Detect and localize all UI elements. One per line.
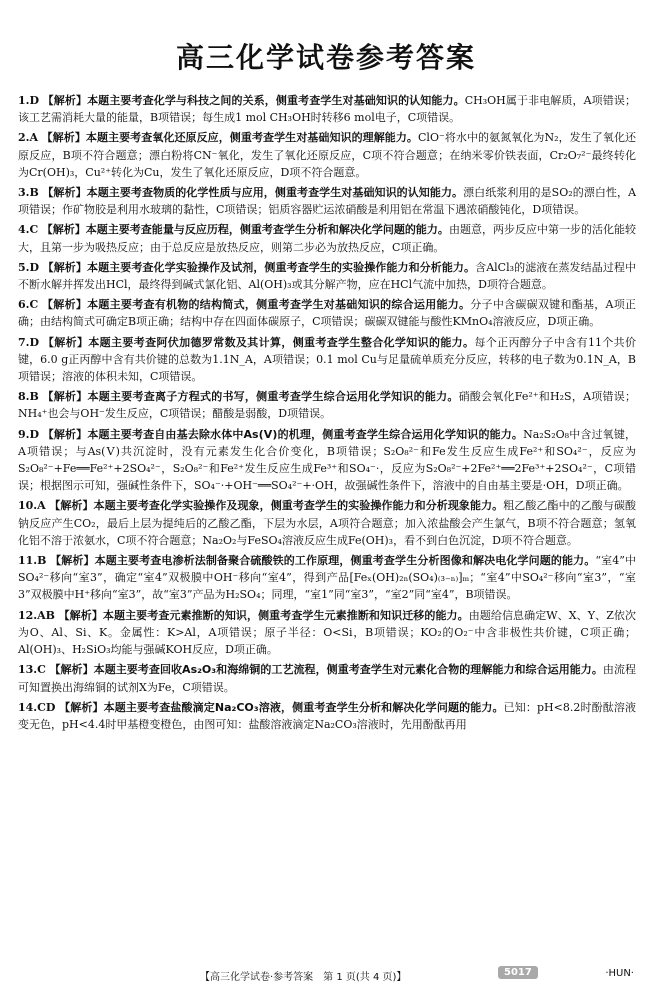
analysis-text: 硝酸会氧化Fe²⁺和H₂S，A项错误；NH₄⁺也会与OH⁻发生反应，C项错误；醋酸是弱酸，D项错误。 [18, 390, 636, 421]
answer-number: 2.A [18, 131, 39, 145]
answer-item [18, 388, 636, 422]
analysis-text: 含AlCl₃的滤液在蒸发结晶过程中不断水解并挥发出HCl，最终得到碱式氯化铝、Al(OH)₃或其分解产物，应在HCl气流中加热，D项符合题意。 [18, 260, 637, 292]
analysis-lead: 【解析】本题主要考查电渗析法制备聚合硫酸铁的工作原理，侧重考查学生分析图像和解决电化学问题的能力。 [50, 554, 596, 568]
analysis-lead: 【解析】本题主要考查离子方程式的书写，侧重考查学生综合运用化学知识的能力。 [42, 390, 459, 404]
answer-number: 11.B [18, 554, 47, 568]
answer-item [18, 221, 636, 255]
paper-code-badge: 5017 [498, 966, 538, 979]
analysis-text: CH₃OH属于非电解质，A项错误；该工艺需消耗大量的能量，B项错误；每生成1 mol CH₃OH时转移6 mol电子，C项错误。 [18, 94, 636, 125]
answer-number: 12.AB [18, 608, 55, 622]
analysis-text: ClO⁻将水中的氨氮氧化为N₂，发生了氧化还原反应，B项不符合题意；漂白粉将CN⁻氧化，发生了氧化还原反应，C项不符合题意；在纳米零价铁表面，Cr₂O₇²⁻最终转化为Cr(OH)₃，Cu²⁺转化为Cu，发生了氧化还原反应，D项不符合题意。 [18, 131, 637, 179]
analysis-lead: 【解析】本题主要考查氧化还原反应，侧重考查学生对基础知识的理解能力。 [41, 131, 419, 145]
analysis-text: “室4”中SO₄²⁻移向“室3”，确定“室4”双极膜中OH⁻移向“室4”，得到产品[Feₓ(OH)₂ₙ(SO₄)₍₃₋ₙ₎]ₘ；“室4”中SO₄²⁻移向“室3”，“室3”双极膜中H⁺移向“室3”，故“室3”产品为H₂SO₄；同理，“室1”同“室3”，“室2”同“室4”，B项错误。 [18, 554, 637, 602]
analysis-text: 由题意，两步反应中第一步的活化能较大，且第一步为吸热反应；由于总反应是放热反应，则第二步必为放热反应，C项正确。 [18, 223, 637, 254]
analysis-lead: 【解析】本题主要考查化学与科技之间的关系，侧重考查学生对基础知识的认知能力。 [42, 94, 465, 107]
answer-item [18, 552, 636, 604]
answer-number: 8.B [18, 390, 39, 404]
answer-item [18, 296, 636, 330]
answer-number: 7.D [18, 335, 40, 349]
analysis-lead: 【解析】本题主要考查阿伏加德罗常数及其计算，侧重考查学生整合化学知识的能力。 [42, 335, 475, 349]
analysis-lead: 【解析】本题主要考查元素推断的知识，侧重考查学生元素推断和知识迁移的能力。 [58, 608, 469, 622]
analysis-text: 每个正丙醇分子中含有11个共价键，6.0 g正丙醇中含有共价键的总数为1.1N_A，A项错误；0.1 mol Cu与足量硫单质充分反应，转移的电子数为0.1N_A，B项错误；溶液的体积未知，C项错误。 [18, 335, 637, 384]
answer-item [18, 129, 636, 181]
answer-number: 13.C [18, 663, 46, 677]
answer-number: 6.C [18, 298, 39, 312]
page-footer [0, 964, 652, 984]
analysis-text: 由流程可知置换出海绵铜的试剂X为Fe，C项错误。 [18, 663, 637, 694]
region-tag: ·HUN· [605, 968, 634, 979]
answer-item [18, 607, 636, 659]
analysis-text: 粗乙酸乙酯中的乙酸与碳酸钠反应产生CO₂，最后上层为提纯后的乙酸乙酯，下层为水层，A项符合题意；加入浓盐酸会产生氯气，B项不符合题意；氢氧化铝不溶于浓氨水，C项不符合题意；Na₂O₂与FeSO₄溶液反应生成Fe(OH)₃，看不到白色沉淀，D项不符合题意。 [18, 499, 637, 547]
answer-item [18, 184, 636, 218]
footer-text: 【高三化学试卷·参考答案 第 1 页(共 4 页)】 [200, 972, 407, 983]
analysis-text: 已知：pH<8.2时酚酞溶液变无色，pH<4.4时甲基橙变橙色，由图可知：盐酸溶液滴定Na₂CO₃溶液时，先用酚酞再用 [18, 700, 636, 731]
analysis-text: 由题给信息确定W、X、Y、Z依次为O、Al、Si、K。金属性：K>Al，A项错误；原子半径：O<Si，B项错误；KO₂的O₂⁻中含非极性共价键，C项正确；Al(OH)₃、H₂SiO₃均能与强碱KOH反应，D项正确。 [18, 608, 637, 657]
analysis-lead: 【解析】本题主要考查回收As₂O₃和海绵铜的工艺流程，侧重考查学生对元素化合物的理解能力和综合运用能力。 [49, 663, 603, 677]
analysis-text: 分子中含碳碳双键和酯基，A项正确；由结构简式可确定B项正确；结构中存在四面体碳原子，C项错误；碳碳双键能与酸性KMnO₄溶液反应，D项正确。 [18, 298, 637, 329]
analysis-lead: 【解析】本题主要考查物质的化学性质与应用，侧重考查学生对基础知识的认知能力。 [42, 186, 464, 200]
analysis-lead: 【解析】本题主要考查自由基去除水体中As(Ⅴ)的机理，侧重考查学生综合运用化学知识的能力。 [42, 427, 524, 441]
analysis-lead: 【解析】本题主要考查能量与反应历程，侧重考查学生分析和解决化学问题的能力。 [41, 223, 449, 237]
answer-number: 14.CD [18, 700, 56, 714]
analysis-text: 漂白纸浆利用的是SO₂的漂白性，A项错误；作矿物胶是利用水玻璃的黏性，C项错误；铝质容器贮运浓硝酸是利用铝在常温下遇浓硝酸钝化，D项错误。 [18, 186, 637, 217]
analysis-lead: 【解析】本题主要考查有机物的结构简式，侧重考查学生对基础知识的综合运用能力。 [42, 298, 471, 312]
answer-item [18, 92, 636, 126]
page-title: 高三化学试卷参考答案 [175, 41, 476, 74]
answer-number: 10.A [18, 499, 46, 513]
analysis-lead: 【解析】本题主要考查化学实验操作及现象，侧重考查学生的实验操作能力和分析现象能力。 [49, 499, 504, 513]
answer-item [18, 426, 636, 495]
analysis-lead: 【解析】本题主要考查盐酸滴定Na₂CO₃溶液，侧重考查学生分析和解决化学问题的能力。 [59, 700, 504, 714]
answer-item [18, 699, 636, 733]
answer-number: 4.C [18, 223, 39, 237]
answer-item [18, 497, 636, 549]
answer-item [18, 334, 636, 386]
answer-number: 5.D [18, 260, 40, 274]
answer-number: 1.D [18, 94, 40, 107]
answer-number: 9.D [18, 427, 40, 441]
answer-item [18, 661, 636, 695]
answer-number: 3.B [18, 186, 39, 200]
analysis-text: Na₂S₂O₈中含过氧键，A项错误；与As(Ⅴ)共沉淀时，没有元素发生化合价变化，B项错误；S₂O₈²⁻和Fe发生反应生成Fe²⁺和SO₄²⁻，反应为S₂O₈²⁻+Fe══Fe²⁺+2SO₄²⁻，S₂O₈²⁻和Fe²⁺发生反应生成Fe³⁺和SO₄⁻·，反应为S₂O₈²⁻+2Fe²⁺══2Fe³⁺+2SO₄²⁻，C项错误；根据图示可知，强碱性条件下，SO₄⁻·+OH⁻══SO₄²⁻+·OH，故强碱性条件下，溶液中的自由基主要是·OH，D项正确。 [18, 427, 636, 493]
answer-item [18, 259, 636, 293]
answer-list [18, 92, 636, 736]
analysis-lead: 【解析】本题主要考查化学实验操作及试剂，侧重考查学生的实验操作能力和分析能力。 [42, 260, 476, 274]
